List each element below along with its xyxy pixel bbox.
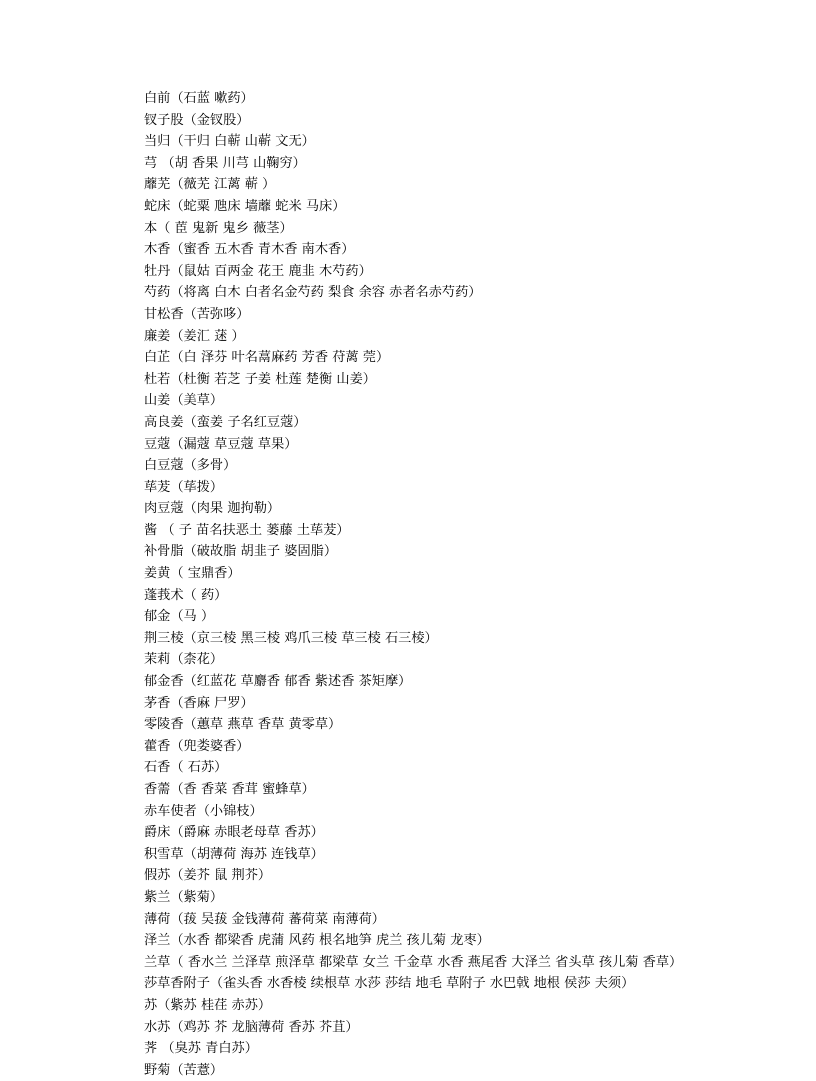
text-line: 当归（干归 白蕲 山蕲 文无） bbox=[144, 134, 315, 150]
text-line: 野菊（苦薏） bbox=[144, 1062, 224, 1078]
text-line: 积雪草（胡薄荷 海苏 连钱草） bbox=[144, 846, 324, 862]
text-line: 荆三棱（京三棱 黑三棱 鸡爪三棱 草三棱 石三棱） bbox=[144, 630, 438, 646]
text-line: 蛇床（蛇粟 虺床 墙蘼 蛇米 马床） bbox=[144, 198, 346, 214]
text-line: 兰草（ 香水兰 兰泽草 煎泽草 都梁草 女兰 千金草 水香 燕尾香 大泽兰 省头草 孩儿菊 香草） bbox=[144, 954, 683, 970]
text-line: 赤车使者（小锦枝） bbox=[144, 803, 263, 819]
text-line: 肉豆蔻（肉果 迦拘勒） bbox=[144, 501, 281, 517]
text-line: 零陵香（蕙草 燕草 香草 黄零草） bbox=[144, 717, 342, 733]
text-line: 补骨脂（破故脂 胡韭子 婆固脂） bbox=[144, 544, 338, 560]
text-line: 藿香（兜娄婆香） bbox=[144, 738, 250, 754]
text-line: 苏（紫苏 桂荏 赤苏） bbox=[144, 997, 272, 1013]
text-line: 豆蔻（漏蔻 草豆蔻 草果） bbox=[144, 436, 298, 452]
text-line: 白芷（白 泽芬 叶名蒚麻药 芳香 苻蓠 莞） bbox=[144, 350, 390, 366]
text-line: 荜茇（荜拨） bbox=[144, 479, 224, 495]
text-line: 郁金香（红蓝花 草麝香 郁香 紫述香 茶矩摩） bbox=[144, 674, 412, 690]
text-line: 爵床（爵麻 赤眼老母草 香苏） bbox=[144, 825, 324, 841]
text-line: 高良姜（蛮姜 子名红豆蔻） bbox=[144, 414, 307, 430]
text-line: 莎草香附子（雀头香 水香棱 续根草 水莎 莎结 地毛 草附子 水巴戟 地根 侯莎 夫须） bbox=[144, 976, 635, 992]
text-line: 石香（ 石苏） bbox=[144, 760, 228, 776]
text-line: 芎 （胡 香果 川芎 山鞠穷） bbox=[144, 155, 306, 171]
text-line: 牡丹（鼠姑 百两金 花王 鹿韭 木芍药） bbox=[144, 263, 372, 279]
text-line: 甘松香（苦弥哆） bbox=[144, 306, 250, 322]
text-line: 香薷（香 香菜 香茸 蜜蜂草） bbox=[144, 782, 315, 797]
text-line: 木香（蜜香 五木香 青木香 南木香） bbox=[144, 242, 355, 258]
text-line: 廉姜（姜汇 蒁 ） bbox=[144, 328, 245, 344]
text-line: 紫兰（紫菊） bbox=[144, 889, 224, 905]
text-line: 荠 （臭苏 青白苏） bbox=[144, 1041, 258, 1057]
text-line: 泽兰（水香 都梁香 虎蒲 风药 根名地笋 虎兰 孩儿菊 龙枣） bbox=[144, 933, 490, 949]
text-line: 杜若（杜衡 若芝 子姜 杜莲 楚衡 山姜） bbox=[144, 371, 376, 387]
text-body bbox=[126, 88, 738, 1081]
text-line: 蘼芜（薇芜 江蓠 蕲 ） bbox=[144, 177, 276, 193]
text-line: 薄荷（菝 吴菝 金钱薄荷 蕃荷菜 南薄荷） bbox=[144, 911, 385, 927]
text-line: 茅香（香麻 尸罗） bbox=[144, 695, 254, 711]
text-line: 本（ 茞 鬼新 鬼乡 薇茎） bbox=[144, 220, 293, 236]
text-line: 郁金（马 ） bbox=[144, 609, 215, 625]
text-line: 茉莉（柰花） bbox=[144, 652, 224, 668]
text-line: 姜黄（ 宝鼎香） bbox=[144, 566, 241, 582]
text-line: 白前（石蓝 嗽药） bbox=[144, 91, 254, 106]
text-line: 水苏（鸡苏 芥 龙脑薄荷 香苏 芥苴） bbox=[144, 1019, 359, 1035]
text-line: 假苏（姜芥 鼠 荆芥） bbox=[144, 868, 272, 884]
text-line: 山姜（美草） bbox=[144, 393, 224, 409]
text-line: 钗子股（金钗股） bbox=[144, 112, 250, 128]
text-line: 白豆蔻（多骨） bbox=[144, 458, 237, 474]
text-line: 蓬莪术（ 药） bbox=[144, 587, 228, 603]
text-line: 酱 （ 子 苗名扶恶土 蒌藤 土荜茇） bbox=[144, 522, 350, 538]
text-line: 芍药（将离 白木 白者名金芍药 梨食 余容 赤者名赤芍药） bbox=[144, 285, 482, 301]
